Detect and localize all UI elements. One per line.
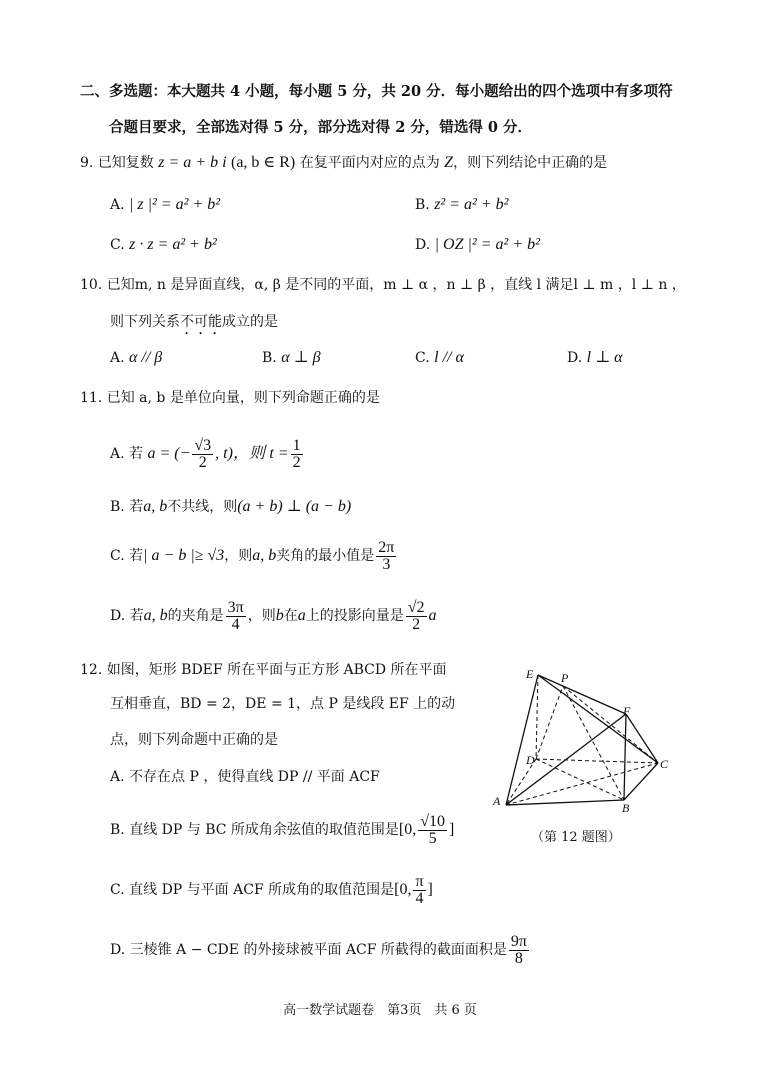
q9-option-a — [110, 195, 220, 215]
q11-option-d-vec-a2: a — [428, 607, 437, 624]
q11-option-d-text8: 上的投影向量是 — [305, 608, 404, 624]
q10-number: 10. — [80, 277, 103, 293]
q11-option-a-text3: , t)，则 — [215, 445, 265, 462]
q11-option-c-vectors: a, b — [252, 547, 277, 564]
page-footer: 高一数学试题卷 第3页 共 6 页 — [283, 1003, 477, 1018]
q9-option-a-expr: | z |² = a² + b² — [129, 196, 221, 213]
q10-option-c-expr: l // α — [434, 349, 464, 366]
q12-option-d-label: D. — [110, 942, 126, 958]
q9-stem-text-c: ，则下列结论中正确的是 — [453, 155, 608, 171]
q12-option-a — [110, 767, 380, 787]
q12-option-a-label: A. — [110, 769, 125, 785]
q11-option-d-text4: ，则 — [247, 608, 276, 624]
q12-option-b-pre: [0, — [398, 821, 417, 838]
q12-option-c — [110, 870, 433, 910]
q12-option-b-label: B. — [110, 822, 125, 838]
q11-stem — [80, 388, 380, 408]
q12-option-a-text: 不存在点 P ，使得直线 DP // 平面 ACF — [129, 769, 380, 785]
q12-stem-text1: 如图，矩形 BDEF 所在平面与正方形 ABCD 所在平面 — [106, 662, 447, 678]
q12-option-d-fraction: $\frac{9\pi}{8}$ — [510, 932, 527, 967]
q11-option-b-vectors: a, b — [143, 498, 168, 515]
geometry-figure — [488, 660, 678, 820]
q11-option-c-text1: 若 — [129, 548, 144, 564]
q11-option-c-label: C. — [110, 548, 125, 564]
q11-option-b — [110, 497, 351, 517]
q12-option-c-text: 直线 DP 与平面 ACF 所成角的取值范围是 — [129, 882, 395, 898]
section-heading-line1: 二、多选题：本大题共 4 小题，每小题 5 分，共 20 分．每小题给出的四个选项中有多项符 — [80, 83, 673, 100]
q11-option-d-fraction2: $\frac{√2}{2}$ — [407, 598, 425, 633]
q10-stem-text: 已知m, n 是异面直线，α, β 是不同的平面，m ⊥ α ，n ⊥ β ，直线 l 满足l ⊥ m ，l ⊥ n ， — [106, 277, 686, 293]
q12-number: 12. — [80, 662, 103, 678]
q9-stem — [80, 153, 607, 173]
q12-option-c-fraction: $\frac{\pi}{4}$ — [415, 872, 424, 907]
section-heading-line2: 合题目要求，全部选对得 5 分，部分选对得 2 分，错选得 0 分． — [109, 119, 533, 136]
figure-caption: （第 12 题图） — [531, 830, 621, 845]
q10-option-d-expr: l ⊥ α — [586, 349, 623, 366]
q11-option-d-vectors: a, b — [143, 607, 168, 624]
q11-option-d-label: D. — [110, 608, 126, 624]
q9-number: 9. — [80, 155, 94, 171]
edge-EF — [538, 675, 626, 714]
q11-option-d-text1: 若 — [129, 608, 144, 624]
q12-option-c-label: C. — [110, 882, 125, 898]
q11-option-d-vec-b: b — [275, 607, 284, 624]
q12-option-d-text: 三棱锥 A − CDE 的外接球被平面 ACF 所截得的截面面积是 — [129, 942, 507, 958]
label-E: E — [526, 667, 534, 681]
label-B: B — [622, 801, 630, 815]
q11-option-b-label: B. — [110, 499, 125, 515]
q10-option-b — [262, 348, 321, 368]
q11-option-d-text6: 在 — [283, 608, 298, 624]
q9-option-b-expr: z² = a² + b² — [434, 196, 509, 213]
q9-option-c-expr: z · z = a² + b² — [129, 236, 217, 253]
q11-option-c — [110, 536, 398, 576]
q10-option-c-label: C. — [415, 350, 430, 366]
q11-option-d-vec-a: a — [297, 607, 306, 624]
edge-ED — [536, 675, 538, 759]
edge-EC — [538, 675, 658, 763]
edge-EA — [506, 675, 538, 805]
q10-stem-text-b: 成立的是 — [222, 314, 278, 330]
q9-option-d-expr: | OZ |² = a² + b² — [434, 236, 540, 253]
q12-option-b — [110, 810, 454, 850]
edge-AB — [506, 800, 624, 805]
q9-stem-cond: (a, b ∈ R) — [230, 154, 296, 171]
q10-option-a-label: A. — [110, 350, 125, 366]
q11-option-c-text5: 夹角的最小值是 — [276, 548, 375, 564]
q12-stem-line2: 互相垂直，BD = 2，DE = 1，点 P 是线段 EF 上的动 — [110, 696, 456, 712]
q12-stem-line3: 点，则下列命题中正确的是 — [110, 732, 278, 748]
q12-option-b-text: 直线 DP 与 BC 所成角余弦值的取值范围是 — [129, 822, 399, 838]
q11-option-a — [110, 434, 305, 474]
q9-option-b — [415, 195, 508, 215]
q12-stem-line1 — [80, 660, 447, 680]
q10-option-c — [415, 348, 464, 368]
q11-option-c-fraction: $\frac{2\pi}{3}$ — [378, 538, 395, 573]
q10-option-d-label: D. — [567, 350, 583, 366]
edge-DC — [536, 759, 658, 763]
q12-option-c-post: ] — [427, 881, 433, 898]
q10-stem-line2 — [110, 312, 278, 338]
q10-option-a-expr: α // β — [129, 349, 163, 366]
q12-option-d — [110, 930, 531, 970]
edge-BC — [624, 763, 658, 800]
label-C: C — [660, 757, 669, 771]
q12-option-c-pre: [0, — [394, 881, 412, 898]
q11-number: 11. — [80, 390, 103, 406]
q10-emphasis: 不可能 — [180, 314, 222, 330]
q9-option-d-label: D. — [415, 237, 431, 253]
q11-option-c-expr: | a − b |≥ √3 — [143, 547, 225, 564]
q9-stem-text-a: 已知复数 — [97, 155, 154, 171]
q11-option-d-fraction1: $\frac{3\pi}{4}$ — [227, 598, 244, 633]
q10-option-a — [110, 348, 162, 368]
q11-option-b-text1: 若 — [129, 499, 144, 515]
q9-stem-text-b: 在复平面内对应的点为 — [299, 155, 440, 171]
q10-option-b-label: B. — [262, 350, 277, 366]
q11-option-b-expr: (a + b) ⊥ (a − b) — [237, 498, 352, 515]
edge-PB — [563, 686, 624, 800]
q9-option-c-label: C. — [110, 237, 125, 253]
q9-option-b-label: B. — [415, 197, 430, 213]
edge-DP — [536, 686, 563, 759]
q11-option-c-text3: ，则 — [224, 548, 253, 564]
q10-stem-text-a: 则下列关系 — [110, 314, 180, 330]
q10-option-b-expr: α ⊥ β — [281, 349, 321, 366]
q12-option-b-post: ] — [449, 821, 455, 838]
edge-FC — [626, 714, 658, 763]
q11-option-a-fraction1: $\frac{√3}{2}$ — [194, 436, 212, 471]
q11-option-a-expr1: a = (− — [147, 445, 191, 462]
label-F: F — [623, 704, 631, 718]
q10-option-d — [567, 348, 623, 368]
q11-option-b-text3: 不共线，则 — [167, 499, 238, 515]
q11-option-a-fraction2: $\frac{1}{2}$ — [292, 436, 301, 471]
q10-stem-line1 — [80, 275, 686, 295]
label-P: P — [561, 671, 569, 685]
q9-option-d — [415, 235, 540, 255]
edge-FB — [624, 714, 626, 800]
q9-stem-expr: z = a + b i — [158, 154, 227, 171]
q9-stem-point: Z — [444, 154, 454, 171]
q11-option-a-label: A. — [110, 446, 125, 462]
q11-option-a-expr2: t = — [269, 445, 289, 462]
q11-option-d — [110, 596, 437, 636]
q9-option-c — [110, 235, 217, 255]
edge-DB — [536, 759, 624, 800]
q11-option-a-text1: 若 — [129, 446, 144, 462]
q9-option-a-label: A. — [110, 197, 125, 213]
q11-stem-text: 已知 a, b 是单位向量，则下列命题正确的是 — [106, 390, 380, 406]
q11-option-d-text3: 的夹角是 — [167, 608, 224, 624]
edge-AC — [506, 763, 658, 805]
label-D: D — [526, 753, 535, 767]
label-A: A — [493, 794, 501, 808]
q12-option-b-fraction: $\frac{√10}{5}$ — [420, 812, 446, 847]
